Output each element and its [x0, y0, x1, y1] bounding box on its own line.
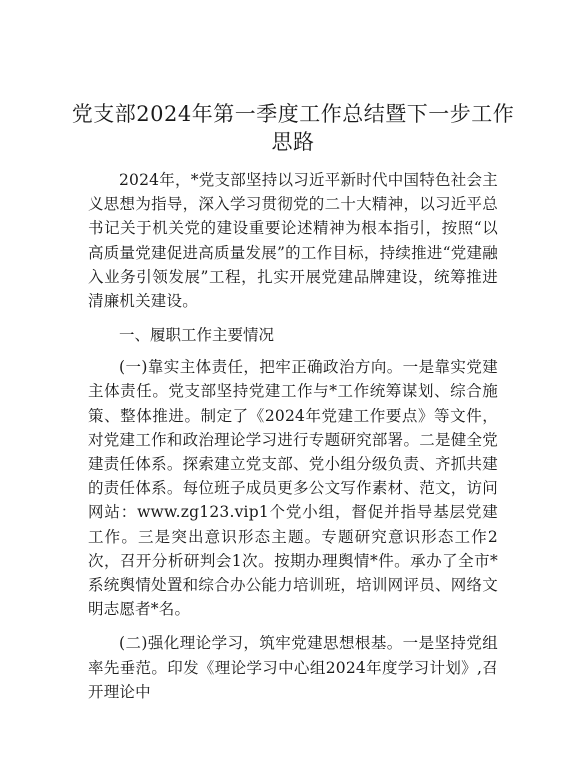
paragraph-2: (二)强化理论学习，筑牢党建思想根基。一是坚持党组率先垂范。印发《理论学习中心组2024年度学习计划》,召开理论中 — [88, 634, 498, 701]
document-body — [88, 168, 498, 704]
intro-paragraph: 2024年，*党支部坚持以习近平新时代中国特色社会主义思想为指导，深入学习贯彻党的二十大精神，以习近平总书记关于机关党的建设重要论述精神为根本指引，按照“以高质量党建促进高质量发展”的工作目标，持续推进“党建融入业务引领发展”工程，扎实开展党建品牌建设，统筹推进清廉机关建设。 — [88, 171, 498, 311]
paragraph-1: (一)靠实主体责任，把牢正确政治方向。一是靠实党建主体责任。党支部坚持党建工作与*工作统筹谋划、综合施策、整体推进。制定了《2024年党建工作要点》等文件，对党建工作和政治理论学习进行专题研究部署。二是健全党建责任体系。探索建立党支部、党小组分级负责、齐抓共建的责任体系。每位班子成员更多公文写作素材、范文，访问网站：www.zg123.vip1个党小组，督促并指导基层党建工作。三是突出意识形态主题。专题研究意识形态工作2次，召开分析研判会1次。按期办理舆情*件。承办了全市*系统舆情处置和综合办公能力培训班，培训网评员、网络文明志愿者*名。 — [88, 358, 498, 619]
document-title: 党支部2024年第一季度工作总结暨下一步工作思路 — [71, 102, 515, 154]
section-heading: 一、履职工作主要情况 — [119, 326, 275, 345]
